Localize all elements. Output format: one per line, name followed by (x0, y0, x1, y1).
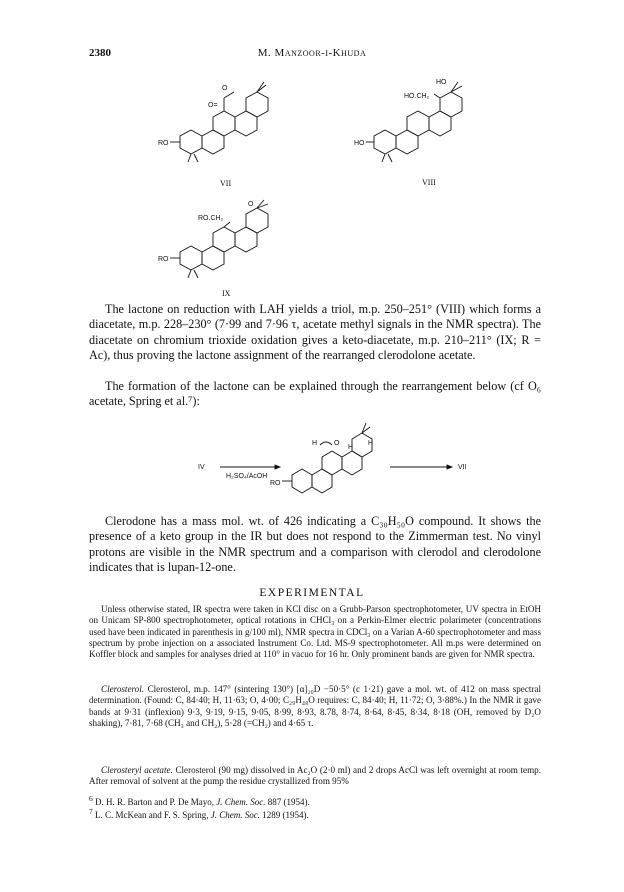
scheme-ro-label: RO (270, 480, 281, 487)
scheme-h2-label: H (348, 444, 354, 451)
page-number: 2380 (89, 47, 111, 59)
clerosteryl-acetate-paragraph: Clerosteryl acetate. Clerosterol (90 mg) dissolved in Ac₂O (2·0 ml) and 2 drops AcCl was left overnight at room temp. After removal of solvent at the pump the residue crystallized from 95% (89, 765, 541, 787)
scheme-h1-label: H (312, 440, 318, 447)
experimental-intro: Unless otherwise stated, IR spectra were taken in KCl disc on a Grubb-Parson spectrophotometer, UV spectra in EtOH on Unicam SP-800 spectrophotometer, optical rotations in CHCl₃ on a Perkin-Elmer electric polarimeter (concentrations used have been indicated in parenthesis in g/100 ml), NMR spectra in CDCl₃ on a Varian A-60 spectrophotometer and mass spectrum by probe injection on a associated Instrument Co. Ltd. MS-9 spectrophotometer. All m.ps were determined on Koffler block and samples for analyses dried at 110° in vacuo for 16 hr. Only prominent bands are given for NMR spectra. (89, 604, 541, 660)
hoch2-label: HO.CH₂ (404, 93, 430, 100)
ketone-oxygen-label: O= (208, 102, 218, 109)
paragraph-lactone-reduction: The lactone on reduction with LAH yields a triol, m.p. 250–251° (VIII) which forms a diacetate, m.p. 228–230° (7·99 and 7·96 τ, acetate methyl signals in the NMR spectra). The diacetate on chromium trioxide oxidation gives a keto-diacetate, m.p. 210–211° (IX; R = Ac), thus proving the lactone assignment of the rearranged clerodolone acetate. (89, 302, 541, 362)
paragraph-rearrangement: The formation of the lactone can be explained through the rearrangement below (cf O₆ acetate, Spring et al.⁷): (89, 379, 541, 409)
clerosteryl-acetate-heading: Clerosteryl acetate. (101, 765, 173, 775)
clerosterol-heading: Clerosterol. (101, 684, 145, 694)
ketone-oxygen-label: O (248, 201, 254, 208)
clerosterol-paragraph: Clerosterol. Clerosterol, m.p. 147° (sintering 130°) [α]₂₀D −50·5° (c 1·21) gave a mol. wt. of 412 on mass spectral determination. (Found: C, 84·40; H, 11·63; O, 4·00; C₂₉H₄₈O requires: C, 84·40; H, 11·72; O, 3·88%.) In the NMR it gave bands at 9·31 (inflexion) 9·3, 9·19, 9·15, 9·05, 8·99, 8·93, 8.78, 8·74, 8·64, 8·45, 8·34, 8·18 (OH, removed by D₂O shaking), 7·81, 7·68 (CH₃ and CH₂), 5·28 (=CH₂) and 4·65 τ. (89, 684, 541, 728)
scheme-reagent-label: H₂SO₄/AcOH (226, 473, 268, 480)
scheme-h3-label: H (368, 440, 374, 447)
ho-label: HO (354, 140, 365, 147)
section-title-experimental: EXPERIMENTAL (259, 587, 365, 599)
scheme-start-label: IV (198, 464, 205, 471)
running-title: M. Manzoor-i-Khuda (257, 47, 367, 59)
footnote-7: $^7$ L. C. McKean and F. S. Spring, J. Chem. Soc. 1289 (1954). (89, 807, 309, 820)
roch2-label: RO.CH₂ (198, 215, 224, 222)
rearrangement-scheme (170, 415, 470, 505)
ho-top-label: HO (436, 79, 447, 86)
scheme-end-label: VII (458, 464, 467, 471)
ro-label: RO (158, 256, 169, 263)
ring-oxygen-label: O (222, 85, 228, 92)
scheme-o-label: O (334, 440, 340, 447)
compound-label-viii: VIII (422, 178, 436, 187)
structure-ix (158, 196, 288, 301)
structure-viii (352, 70, 482, 193)
structure-vii (158, 68, 288, 193)
compound-label-vii: VII (220, 179, 232, 188)
ro-label: RO (158, 140, 169, 147)
footnote-6: $^6$ D. H. R. Barton and P. De Mayo, J. Chem. Soc. 887 (1954). (89, 794, 310, 807)
paragraph-clerodone: Clerodone has a mass mol. wt. of 426 indicating a C₃₀H₅₀O compound. It shows the presence of a keto group in the IR but does not respond to the Zimmerman test. No vinyl protons are visible in the NMR spectrum and a comparison with clerodol and clerodolone indicates that is lupan-12-one. (89, 514, 541, 574)
compound-label-ix: IX (222, 289, 231, 298)
